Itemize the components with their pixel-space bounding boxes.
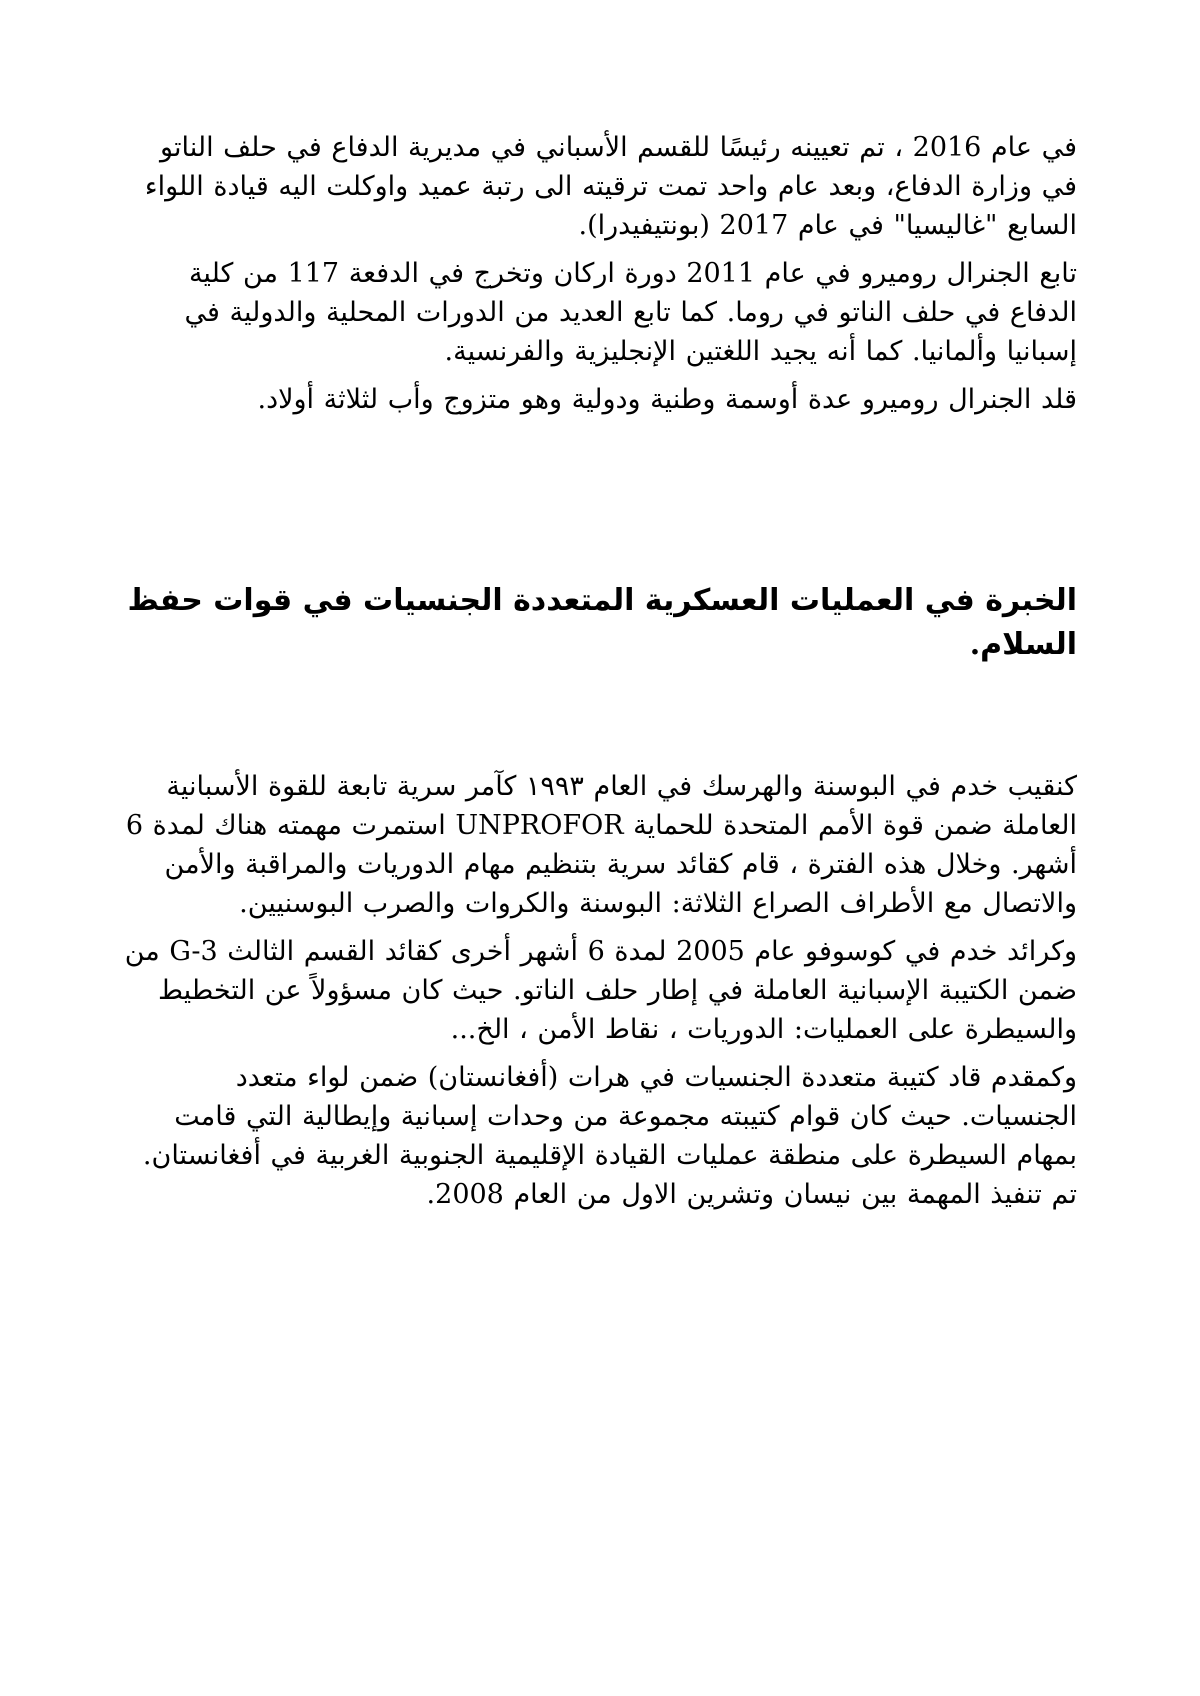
paragraph: في عام 2016 ، تم تعيينه رئيسًا للقسم الأسباني في مديرية الدفاع في حلف الناتو في وزارة الدفاع، وبعد عام واحد تمت ترقيته الى رتبة عميد واوكلت اليه قيادة اللواء السابع "غاليسيا" في عام 2017 (بونتيفيدرا). [144,132,1077,241]
paragraph: وكرائد خدم في كوسوفو عام 2005 لمدة 6 أشهر أخرى كقائد القسم الثالث G-3 من ضمن الكتيبة الإسبانية العاملة في إطار حلف الناتو. حيث كان مسؤولاً عن التخطيط والسيطرة على العمليات: الدوريات ، نقاط الأمن ، الخ... [124,936,1077,1045]
paragraph: تابع الجنرال روميرو في عام 2011 دورة اركان وتخرج في الدفعة 117 من كلية الدفاع في حلف الناتو في روما. كما تابع العديد من الدورات المحلية والدولية في إسبانيا وألمانيا. كما أنه يجيد اللغتين الإنجليزية والفرنسية. [184,258,1077,367]
paragraph: قلد الجنرال روميرو عدة أوسمة وطنية ودولية وهو متزوج وأب لثلاثة أولاد. [257,384,1077,415]
section-heading: الخبرة في العمليات العسكرية المتعددة الجنسيات في قوات حفظ السلام. [127,583,1077,662]
paragraph: كنقيب خدم في البوسنة والهرسك في العام ١٩٩٣ كآمر سرية تابعة للقوة الأسبانية العاملة ضمن قوة الأمم المتحدة للحماية UNPROFOR استمرت مهمته هناك لمدة 6 أشهر. وخلال هذه الفترة ، قام كقائد سرية بتنظيم مهام الدوريات والمراقبة والأمن والاتصال مع الأطراف الصراع الثلاثة: البوسنة والكروات والصرب البوسنيين. [125,771,1077,919]
paragraph: وكمقدم قاد كتيبة متعددة الجنسيات في هرات (أفغانستان) ضمن لواء متعدد الجنسيات. حيث كان قوام كتيبته مجموعة من وحدات إسبانية وإيطالية التي قامت بمهام السيطرة على منطقة عمليات القيادة الإقليمية الجنوبية الغربية في أفغانستان. تم تنفيذ المهمة بين نيسان وتشرين الاول من العام 2008. [142,1062,1077,1210]
